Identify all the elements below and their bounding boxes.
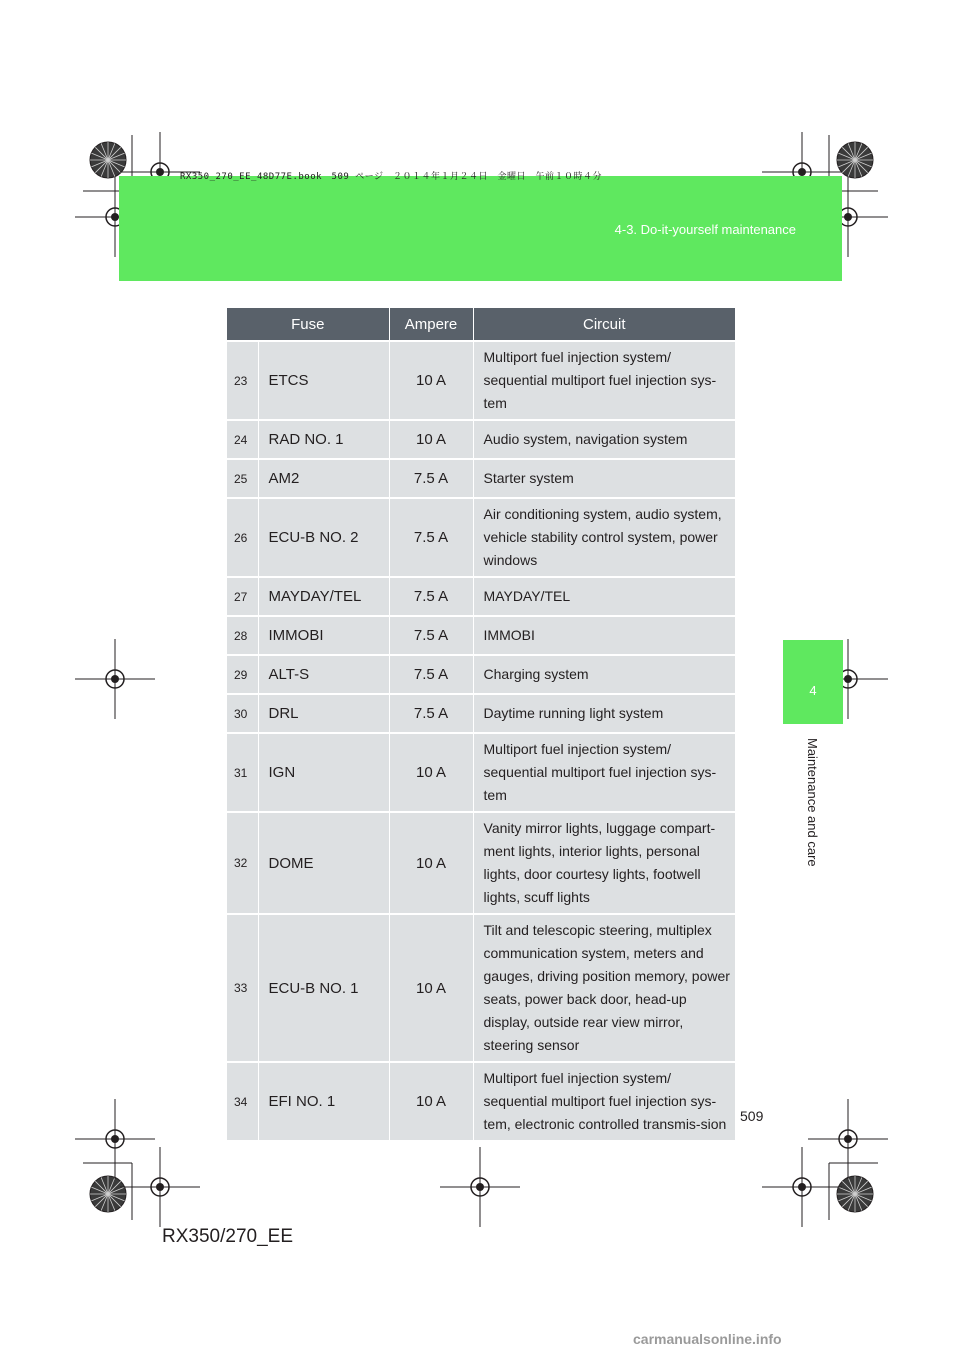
table-row: [227, 420, 735, 459]
fuse-name: ALT-S: [258, 655, 389, 694]
file-stamp: RX350_270_EE_48D77E.book 509 ページ ２０１４年１月２４日 金曜日 午前１０時４分: [180, 172, 603, 182]
fuse-name: EFI NO. 1: [258, 1062, 389, 1140]
fuse-ampere: 7.5 A: [389, 577, 473, 616]
header-fuse: Fuse: [227, 308, 389, 341]
fuse-number: 33: [227, 914, 258, 1062]
fuse-circuit: Vanity mirror lights, luggage compart-ment lights, interior lights, personal lights, door courtesy lights, footwell lights, scuff lights: [473, 812, 735, 914]
table-row: [227, 616, 735, 655]
fuse-number: 34: [227, 1062, 258, 1140]
fuse-name: DRL: [258, 694, 389, 733]
fuse-ampere: 10 A: [389, 341, 473, 420]
header-circuit: Circuit: [473, 308, 735, 341]
fuse-ampere: 10 A: [389, 914, 473, 1062]
fuse-circuit: Air conditioning system, audio system, vehicle stability control system, power windows: [473, 498, 735, 577]
fuse-ampere: 7.5 A: [389, 616, 473, 655]
table-row: [227, 1062, 735, 1140]
fuse-name: IMMOBI: [258, 616, 389, 655]
fuse-number: 31: [227, 733, 258, 812]
table-row: [227, 498, 735, 577]
fuse-ampere: 7.5 A: [389, 694, 473, 733]
table-header-row: [227, 308, 735, 341]
fuse-circuit: Starter system: [473, 459, 735, 498]
fuse-circuit: Audio system, navigation system: [473, 420, 735, 459]
model-code: RX350/270_EE: [162, 1226, 293, 1247]
table-row: [227, 812, 735, 914]
fuse-name: ECU-B NO. 1: [258, 914, 389, 1062]
fuse-number: 28: [227, 616, 258, 655]
fuse-circuit: MAYDAY/TEL: [473, 577, 735, 616]
fuse-number: 29: [227, 655, 258, 694]
fuse-name: IGN: [258, 733, 389, 812]
fuse-name: ETCS: [258, 341, 389, 420]
fuse-ampere: 10 A: [389, 733, 473, 812]
fuse-name: MAYDAY/TEL: [258, 577, 389, 616]
fuse-table: [227, 308, 735, 1140]
fuse-ampere: 7.5 A: [389, 459, 473, 498]
fuse-circuit: Multiport fuel injection system/ sequential multiport fuel injection sys-tem: [473, 341, 735, 420]
fuse-number: 30: [227, 694, 258, 733]
fuse-circuit: Tilt and telescopic steering, multiplex communication system, meters and gauges, driving position memory, power seats, power back door, head-up display, outside rear view mirror, steering sensor: [473, 914, 735, 1062]
fuse-name: ECU-B NO. 2: [258, 498, 389, 577]
table-row: [227, 341, 735, 420]
table-row: [227, 577, 735, 616]
fuse-number: 32: [227, 812, 258, 914]
fuse-ampere: 10 A: [389, 812, 473, 914]
table-row: [227, 655, 735, 694]
fuse-ampere: 10 A: [389, 1062, 473, 1140]
fuse-circuit: Multiport fuel injection system/ sequential multiport fuel injection sys-tem: [473, 733, 735, 812]
fuse-circuit: Multiport fuel injection system/ sequential multiport fuel injection sys-tem, electronic controlled transmis-sion: [473, 1062, 735, 1140]
chapter-number: 4: [809, 683, 817, 698]
watermark: carmanualsonline.info: [633, 1331, 782, 1347]
section-title: 4-3. Do-it-yourself maintenance: [614, 222, 796, 237]
fuse-number: 24: [227, 420, 258, 459]
fuse-ampere: 7.5 A: [389, 655, 473, 694]
chapter-tab: [783, 640, 843, 724]
fuse-name: AM2: [258, 459, 389, 498]
fuse-ampere: 7.5 A: [389, 498, 473, 577]
table-row: [227, 459, 735, 498]
chapter-label: Maintenance and care: [805, 738, 820, 867]
header-ampere: Ampere: [389, 308, 473, 341]
fuse-circuit: Daytime running light system: [473, 694, 735, 733]
table-row: [227, 694, 735, 733]
fuse-number: 27: [227, 577, 258, 616]
fuse-ampere: 10 A: [389, 420, 473, 459]
fuse-number: 26: [227, 498, 258, 577]
fuse-circuit: Charging system: [473, 655, 735, 694]
table-row: [227, 733, 735, 812]
page-number: 509: [740, 1108, 764, 1124]
fuse-number: 23: [227, 341, 258, 420]
table-row: [227, 914, 735, 1062]
fuse-number: 25: [227, 459, 258, 498]
fuse-circuit: IMMOBI: [473, 616, 735, 655]
fuse-name: RAD NO. 1: [258, 420, 389, 459]
fuse-name: DOME: [258, 812, 389, 914]
